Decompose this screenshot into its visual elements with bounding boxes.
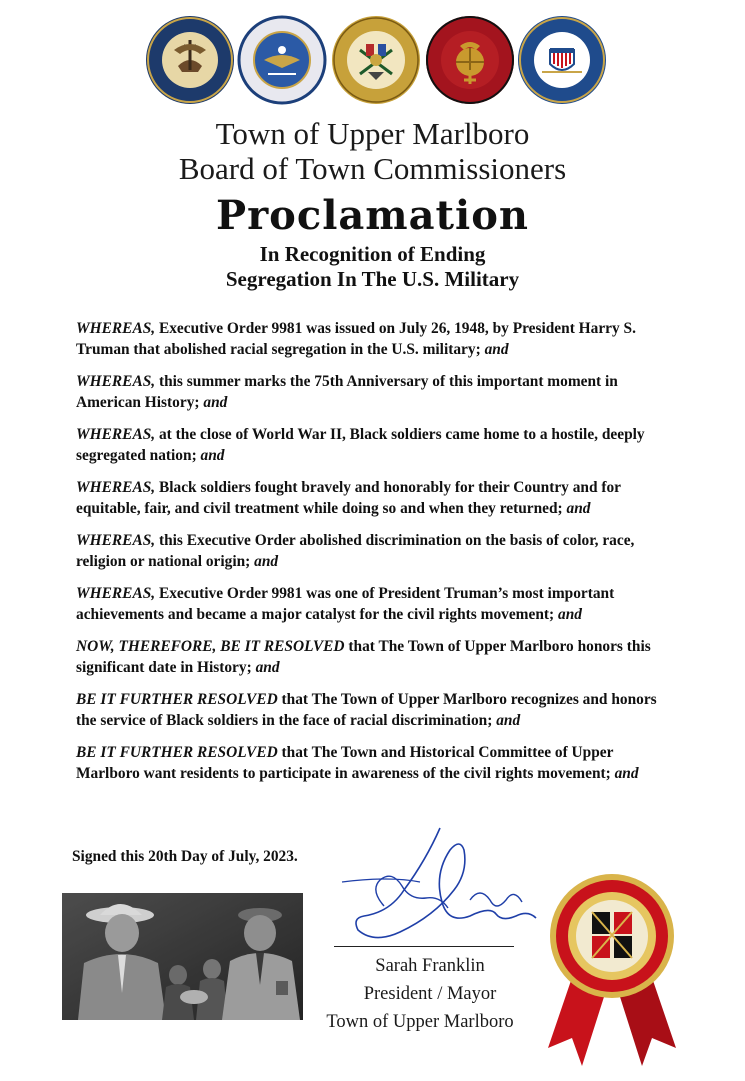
coast-guard-seal [516, 14, 608, 106]
signer-block [310, 952, 530, 1036]
town-name: Town of Upper Marlboro [215, 116, 530, 151]
proclamation-heading: Proclamation [216, 192, 529, 239]
signer-organization: Town of Upper Marlboro [326, 1012, 514, 1032]
signer-name: Sarah Franklin [375, 956, 485, 976]
military-seals-row [144, 14, 604, 108]
whereas-paragraph-3: WHEREAS, at the close of World War II, Black soldiers came home to a hostile, deeply segregated nation; and [76, 426, 645, 464]
board-name: Board of Town Commissioners [178, 151, 567, 186]
signer-title: President / Mayor [363, 984, 497, 1004]
resolved-paragraph: NOW, THEREFORE, BE IT RESOLVED that The Town of Upper Marlboro honors this significant date in History; and [76, 638, 651, 676]
subtitle-line-2: Segregation In The U.S. Military [225, 267, 520, 291]
air-force-seal [236, 14, 328, 106]
subtitle-line-1: In Recognition of Ending [259, 242, 486, 266]
proclamation-body [76, 318, 676, 795]
further-resolved-paragraph-2: BE IT FURTHER RESOLVED that The Town and Historical Committee of Upper Marlboro want residents to participate in awareness of the civil rights movement; and [76, 744, 639, 782]
whereas-paragraph-2: WHEREAS, this summer marks the 75th Anniversary of this important moment in American History; and [76, 373, 618, 411]
whereas-paragraph-1: WHEREAS, Executive Order 9981 was issued on July 26, 1948, by President Harry S. Truman that abolished racial segregation in the U.S. military; and [76, 320, 636, 358]
mayor-signature [330, 820, 560, 950]
whereas-paragraph-6: WHEREAS, Executive Order 9981 was one of President Truman’s most important achievements and became a major catalyst for the civil rights movement; and [76, 585, 615, 623]
town-seal-ribbon [538, 870, 686, 1070]
signature-line [334, 946, 514, 947]
whereas-paragraph-5: WHEREAS, this Executive Order abolished discrimination on the basis of color, race, religion or national origin; and [76, 532, 635, 570]
further-resolved-paragraph-1: BE IT FURTHER RESOLVED that The Town of Upper Marlboro recognizes and honors the service of Black soldiers in the face of racial discrimination; and [76, 691, 657, 729]
title-block [0, 116, 745, 292]
whereas-paragraph-4: WHEREAS, Black soldiers fought bravely and honorably for their Country and for equitable, fair, and civil treatment while doing so and when they returned; and [76, 479, 621, 517]
army-seal [330, 14, 422, 106]
historical-photo [62, 893, 303, 1020]
signed-date: Signed this 20th Day of July, 2023. [72, 848, 298, 865]
marine-corps-seal [424, 14, 516, 106]
navy-seal [144, 14, 236, 106]
